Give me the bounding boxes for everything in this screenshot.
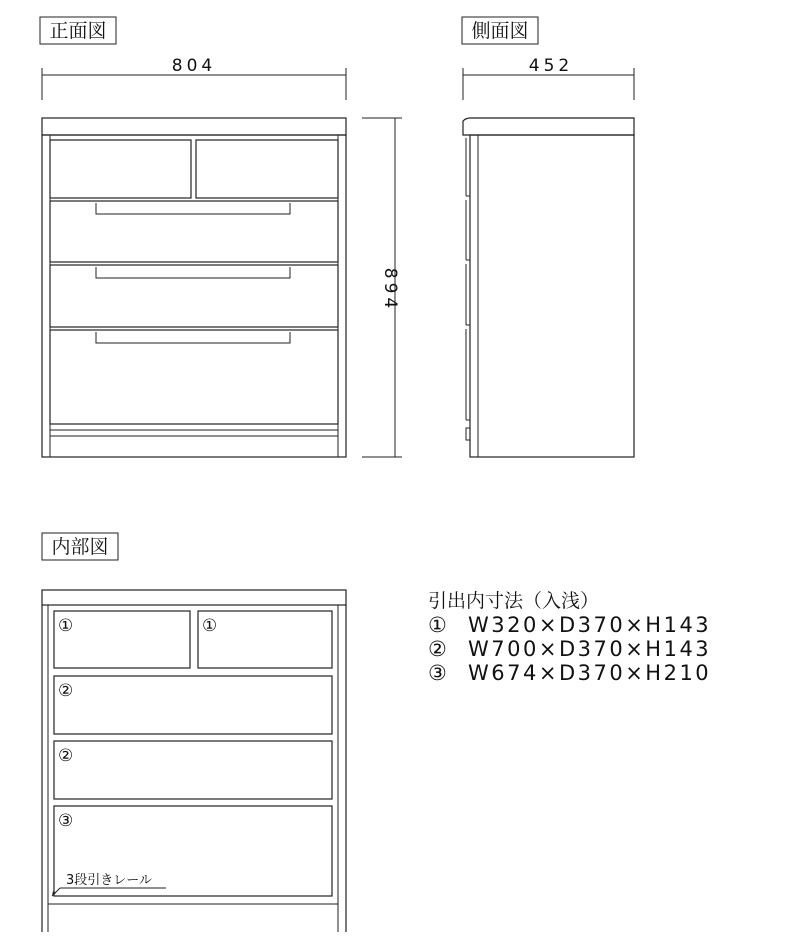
- interior-small-drawer-right: [198, 611, 332, 668]
- rail-note: 3段引きレール: [66, 873, 153, 888]
- interior-medium-drawer-1: [54, 676, 332, 734]
- front-drawer-handle-2: [96, 267, 290, 278]
- interior-view: [42, 533, 346, 932]
- front-small-drawer-right: [196, 140, 338, 198]
- front-body: [42, 135, 346, 457]
- depth-dimension: 452: [528, 56, 574, 76]
- side-view: [462, 17, 634, 457]
- front-medium-drawer-1: [50, 201, 338, 262]
- width-dimension: 804: [171, 56, 217, 76]
- interior-small-drawer-left: [54, 611, 190, 668]
- spec-marker-3: ③: [428, 661, 450, 685]
- front-large-drawer: [50, 330, 338, 424]
- side-view-label: 側面図: [471, 20, 529, 42]
- spec-marker-2: ②: [428, 637, 450, 661]
- spec-size-2: W700×D370×H143: [468, 637, 712, 661]
- front-view-label: 正面図: [49, 20, 107, 42]
- front-drawer-handle-1: [96, 203, 290, 214]
- height-dimension: 894: [380, 267, 400, 313]
- interior-top-board: [42, 590, 346, 605]
- marker-large: ③: [58, 811, 74, 831]
- spec-title: 引出内寸法（入浅）: [428, 590, 600, 612]
- side-top-board: [463, 118, 634, 135]
- spec-size-1: W320×D370×H143: [468, 613, 712, 637]
- spec-size-3: W674×D370×H210: [468, 661, 712, 685]
- spec-marker-1: ①: [428, 613, 450, 637]
- front-view: [40, 17, 402, 457]
- front-small-drawer-left: [50, 140, 191, 198]
- side-body: [470, 135, 634, 457]
- marker-medium-2: ②: [58, 746, 74, 766]
- marker-small-left: ①: [58, 616, 74, 636]
- marker-medium-1: ②: [58, 681, 74, 701]
- interior-medium-drawer-2: [54, 741, 332, 799]
- marker-small-right: ①: [202, 616, 218, 636]
- spec-list: [428, 590, 711, 685]
- interior-view-label: 内部図: [51, 536, 109, 558]
- front-top-board: [42, 118, 346, 135]
- side-plinth-notch: [466, 428, 470, 440]
- front-drawer-handle-3: [96, 332, 290, 343]
- front-medium-drawer-2: [50, 265, 338, 327]
